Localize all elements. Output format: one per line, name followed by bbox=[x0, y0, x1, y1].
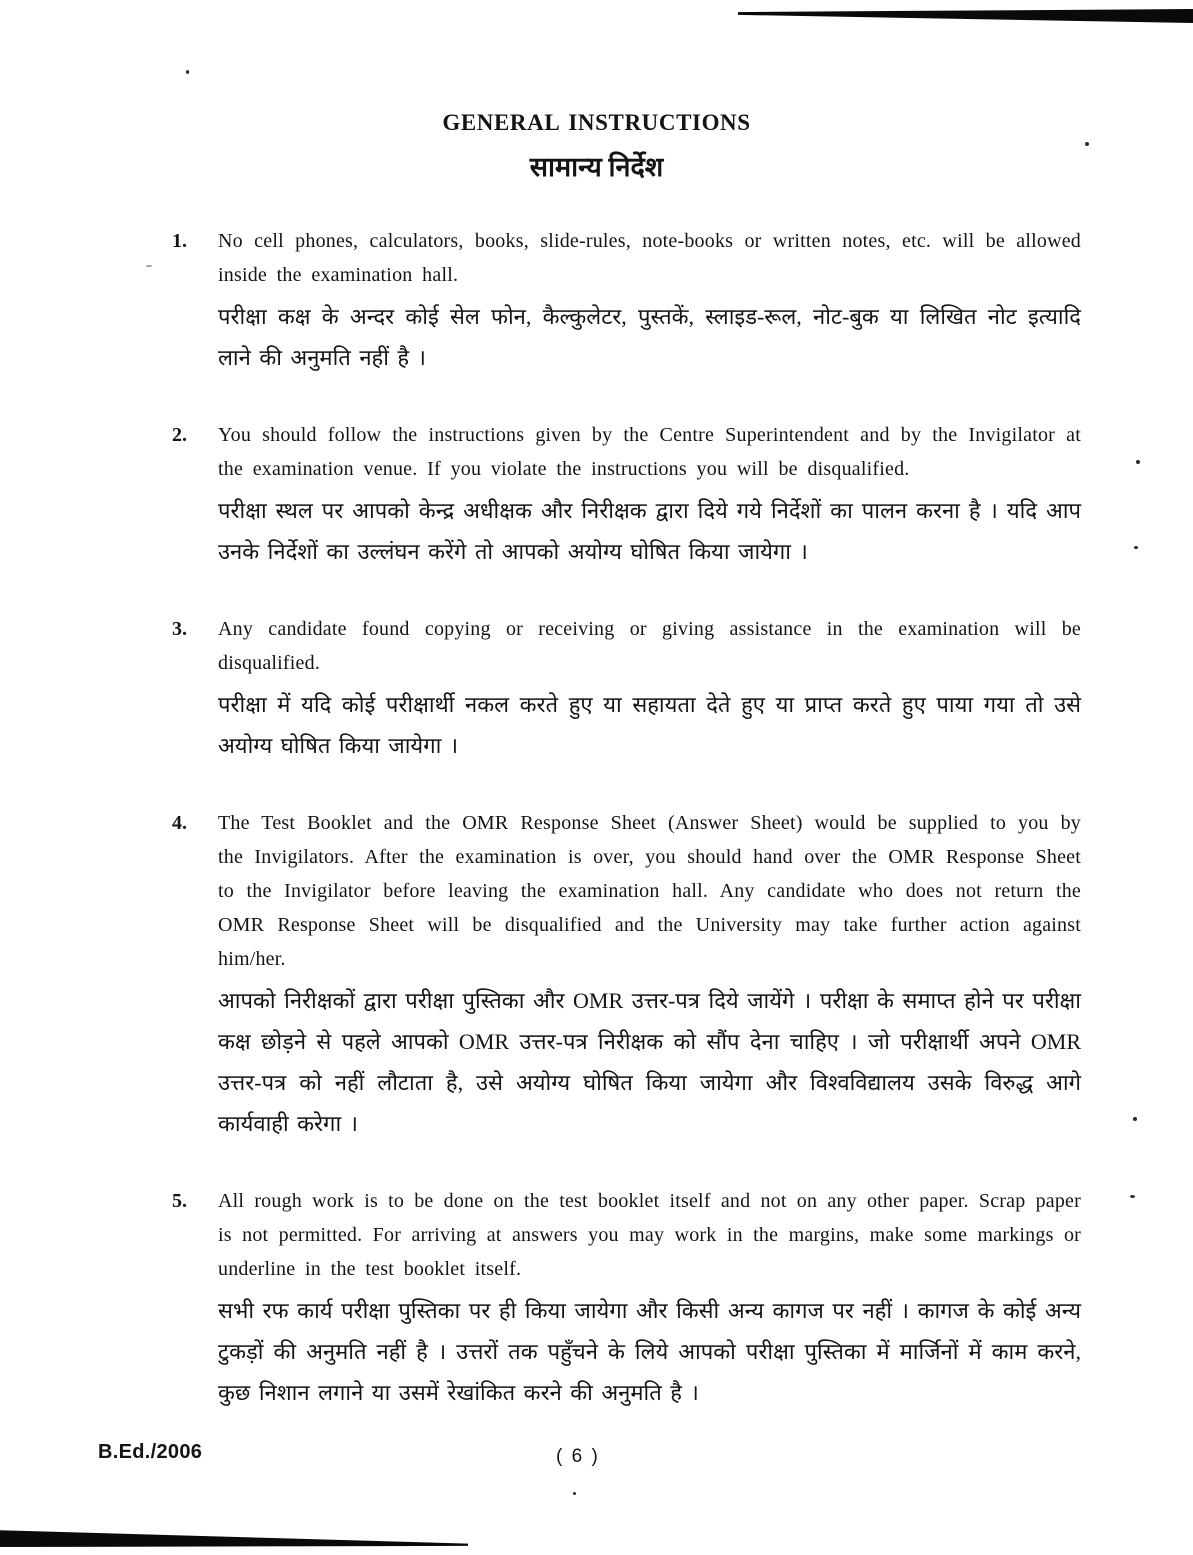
instruction-hindi: आपको निरीक्षकों द्वारा परीक्षा पुस्तिका और OMR उत्तर-पत्र दिये जायेंगे । परीक्षा के समाप्त होने पर परीक्षा कक्ष छोड़ने से पहले आपको OMR उत्तर-पत्र निरीक्षक को सौंप देना चाहिए । जो परीक्षार्थी अपने OMR उत्तर-पत्र को नहीं लौटाता है, उसे अयोग्य घोषित किया जायेगा और विश्वविद्यालय उसके विरुद्ध आगे कार्यवाही करेगा । bbox=[218, 988, 1081, 1136]
instructions-list bbox=[172, 224, 1081, 1413]
scan-speck bbox=[1085, 142, 1089, 146]
item-body bbox=[218, 612, 1081, 766]
item-number: 2. bbox=[172, 424, 187, 446]
instruction-english: No cell phones, calculators, books, slide-rules, note-books or written notes, etc. will be allowed inside the examination hall. bbox=[218, 230, 1081, 286]
instruction-item-2 bbox=[172, 418, 1081, 572]
item-body bbox=[218, 224, 1081, 378]
instruction-hindi: परीक्षा कक्ष के अन्दर कोई सेल फोन, कैल्कुलेटर, पुस्तकें, स्लाइड-रूल, नोट-बुक या लिखित नोट इत्यादि लाने की अनुमति नहीं है । bbox=[218, 304, 1081, 370]
scan-speck bbox=[146, 265, 152, 267]
item-number: 5. bbox=[172, 1190, 187, 1212]
item-number: 3. bbox=[172, 618, 187, 640]
instruction-hindi: सभी रफ कार्य परीक्षा पुस्तिका पर ही किया जायेगा और किसी अन्य कागज पर नहीं । कागज के कोई अन्य टुकड़ों की अनुमति नहीं है । उत्तरों तक पहुँचने के लिये आपको परीक्षा पुस्तिका में मार्जिनों में काम करने, कुछ निशान लगाने या उसमें रेखांकित करने की अनुमति है । bbox=[218, 1298, 1081, 1405]
instruction-hindi: परीक्षा में यदि कोई परीक्षार्थी नकल करते हुए या सहायता देते हुए या प्राप्त करते हुए पाया गया तो उसे अयोग्य घोषित किया जायेगा । bbox=[218, 692, 1081, 758]
page-number: ( 6 ) bbox=[556, 1446, 600, 1467]
page-title-english: GENERAL INSTRUCTIONS bbox=[442, 110, 751, 135]
scan-speck bbox=[1130, 1195, 1135, 1198]
scan-artifact-bottom-left bbox=[0, 1528, 468, 1547]
instruction-item-5 bbox=[172, 1184, 1081, 1413]
scan-speck bbox=[1134, 546, 1138, 549]
item-body bbox=[218, 806, 1081, 1144]
instruction-item-3 bbox=[172, 612, 1081, 766]
scan-speck bbox=[573, 1492, 576, 1495]
instruction-english: The Test Booklet and the OMR Response Sheet (Answer Sheet) would be supplied to you by the Invigilators. After the examination is over, you should hand over the OMR Response Sheet to the Invigilator before leaving the examination hall. Any candidate who does not return the OMR Response Sheet will be disqualified and the University may take further action against him/her. bbox=[218, 812, 1081, 970]
instruction-english: You should follow the instructions given by the Centre Superintendent and by the Invigilator at the examination venue. If you violate the instructions you will be disqualified. bbox=[218, 424, 1081, 480]
page-title-hindi: सामान्य निर्देश bbox=[529, 152, 664, 182]
instruction-english: All rough work is to be done on the test booklet itself and not on any other paper. Scrap paper is not permitted. For arriving at answers you may work in the margins, make some markings or underline in the test booklet itself. bbox=[218, 1190, 1081, 1280]
item-number: 1. bbox=[172, 230, 187, 252]
item-number: 4. bbox=[172, 812, 187, 834]
scan-speck bbox=[186, 70, 189, 74]
scan-speck bbox=[1136, 460, 1140, 464]
booklet-code: B.Ed./2006 bbox=[98, 1441, 203, 1463]
scan-speck bbox=[1133, 1117, 1137, 1121]
item-body bbox=[218, 1184, 1081, 1413]
instruction-english: Any candidate found copying or receiving or giving assistance in the examination will be disqualified. bbox=[218, 618, 1081, 674]
instruction-hindi: परीक्षा स्थल पर आपको केन्द्र अधीक्षक और निरीक्षक द्वारा दिये गये निर्देशों का पालन करना है । यदि आप उनके निर्देशों का उल्लंघन करेंगे तो आपको अयोग्य घोषित किया जायेगा । bbox=[218, 498, 1081, 564]
instruction-item-4 bbox=[172, 806, 1081, 1144]
document-header bbox=[0, 0, 1193, 184]
instruction-item-1 bbox=[172, 224, 1081, 378]
item-body bbox=[218, 418, 1081, 572]
